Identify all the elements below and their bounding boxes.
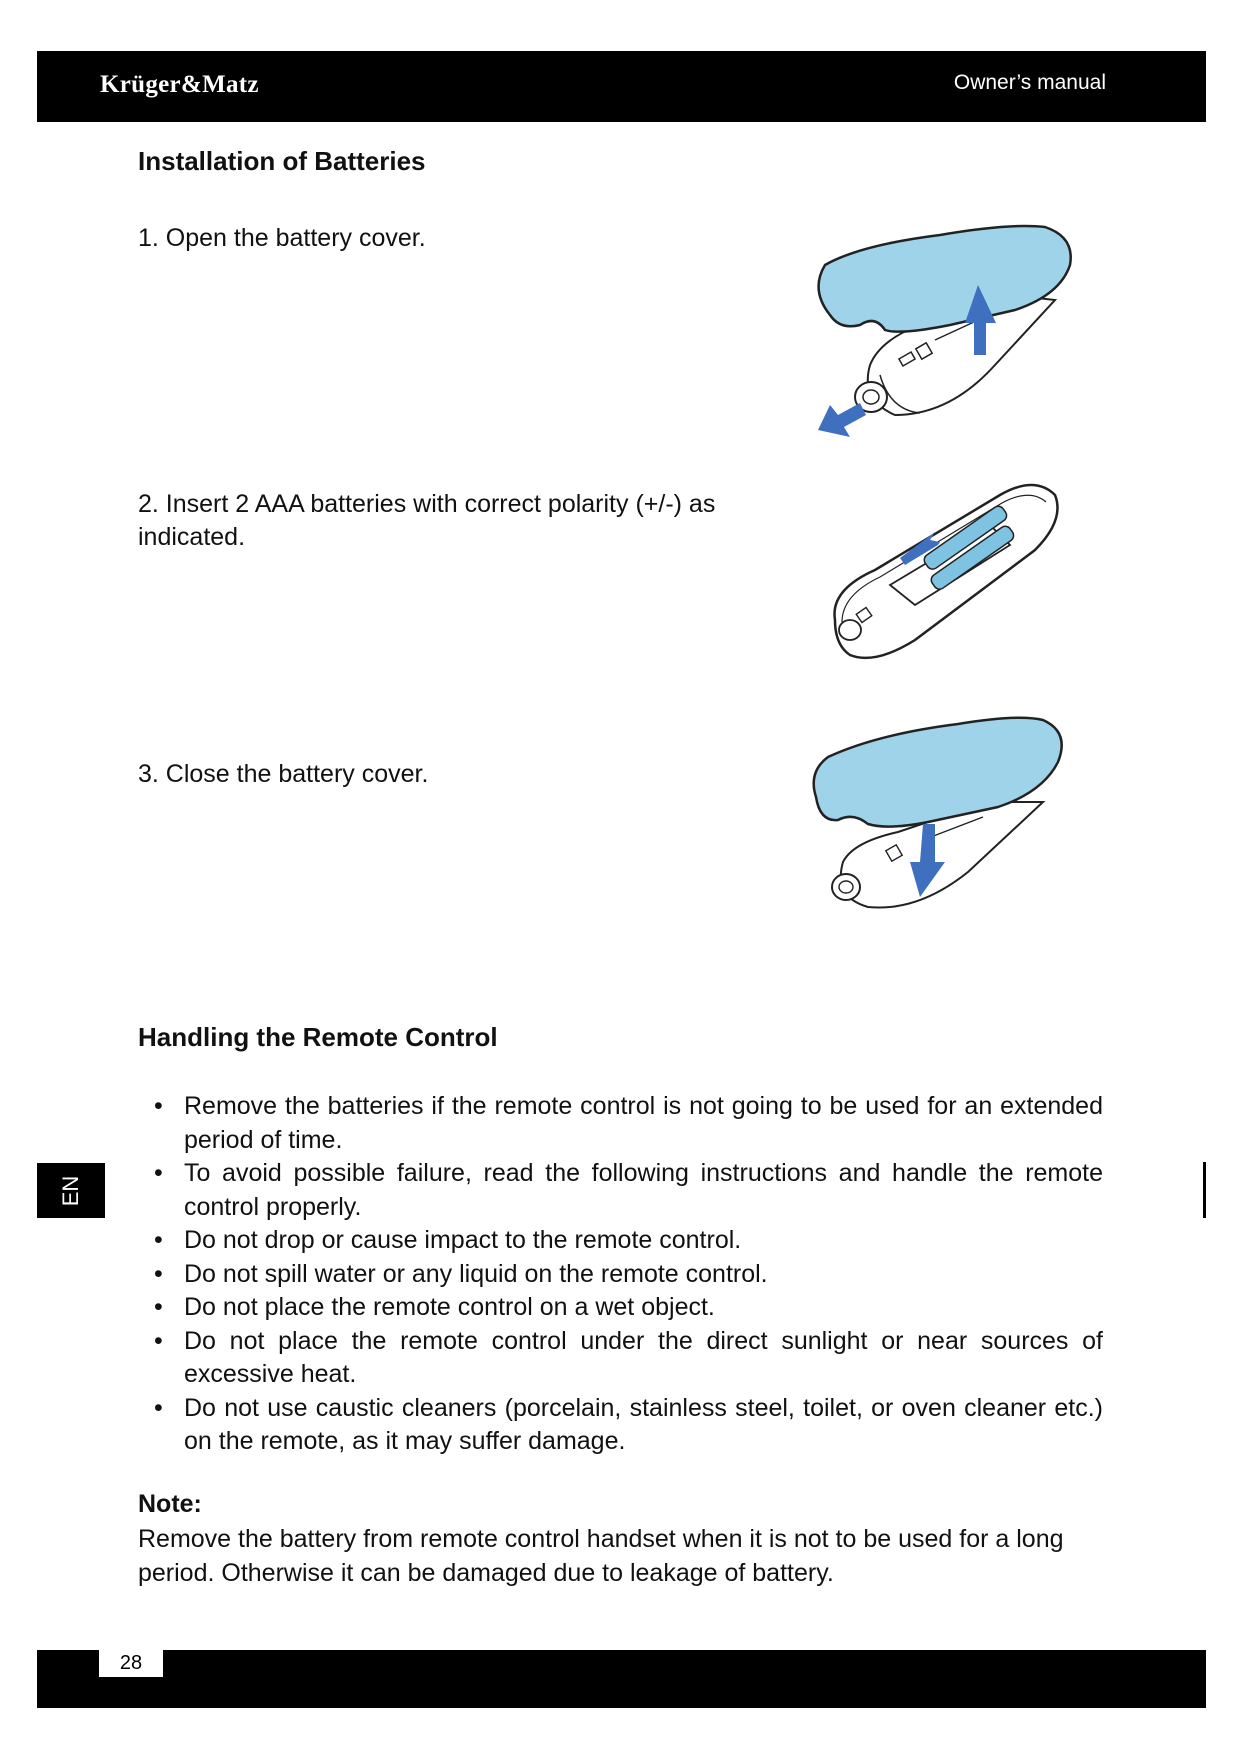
batteries-section-title: Installation of Batteries (138, 146, 426, 176)
note-title: Note: (138, 1490, 202, 1518)
handling-bullet-list (138, 1090, 1103, 1459)
close-cover-illustration (808, 712, 1070, 917)
insert-batteries-illustration (820, 470, 1070, 665)
note-body: Remove the battery from remote control handset when it is not to be used for a long period. Otherwise it can be damaged due to leakage of battery. (138, 1525, 1064, 1587)
open-cover-illustration (800, 215, 1090, 450)
list-item: • Do not spill water or any liquid on the remote control. (138, 1258, 1103, 1292)
list-item: • Do not drop or cause impact to the remote control. (138, 1224, 1103, 1258)
handling-section-title: Handling the Remote Control (138, 1022, 498, 1052)
list-item: • Do not place the remote control on a wet object. (138, 1291, 1103, 1325)
brand-logo: Krüger&Matz (100, 71, 259, 98)
language-tab (37, 1163, 105, 1218)
page-number: 28 (99, 1650, 163, 1677)
step-2-text: 2. Insert 2 AAA batteries with correct polarity (+/-) as indicated. (138, 490, 716, 551)
language-label: EN (58, 1175, 83, 1206)
edge-marker (1203, 1162, 1206, 1218)
step-3-text: 3. Close the battery cover. (138, 760, 429, 788)
header-bar (37, 51, 1206, 122)
list-item: • To avoid possible failure, read the following instructions and handle the remote control properly. (138, 1157, 1103, 1224)
list-item: • Remove the batteries if the remote control is not going to be used for an extended period of time. (138, 1090, 1103, 1157)
list-item: • Do not place the remote control under the direct sunlight or near sources of excessive heat. (138, 1325, 1103, 1392)
manual-label: Owner’s manual (953, 71, 1106, 94)
footer-bar (37, 1650, 1206, 1708)
step-1-text: 1. Open the battery cover. (138, 224, 426, 252)
list-item: • Do not use caustic cleaners (porcelain, stainless steel, toilet, or oven cleaner etc.) on the remote, as it may suffer damage. (138, 1392, 1103, 1459)
push-arrow-icon (818, 403, 866, 437)
